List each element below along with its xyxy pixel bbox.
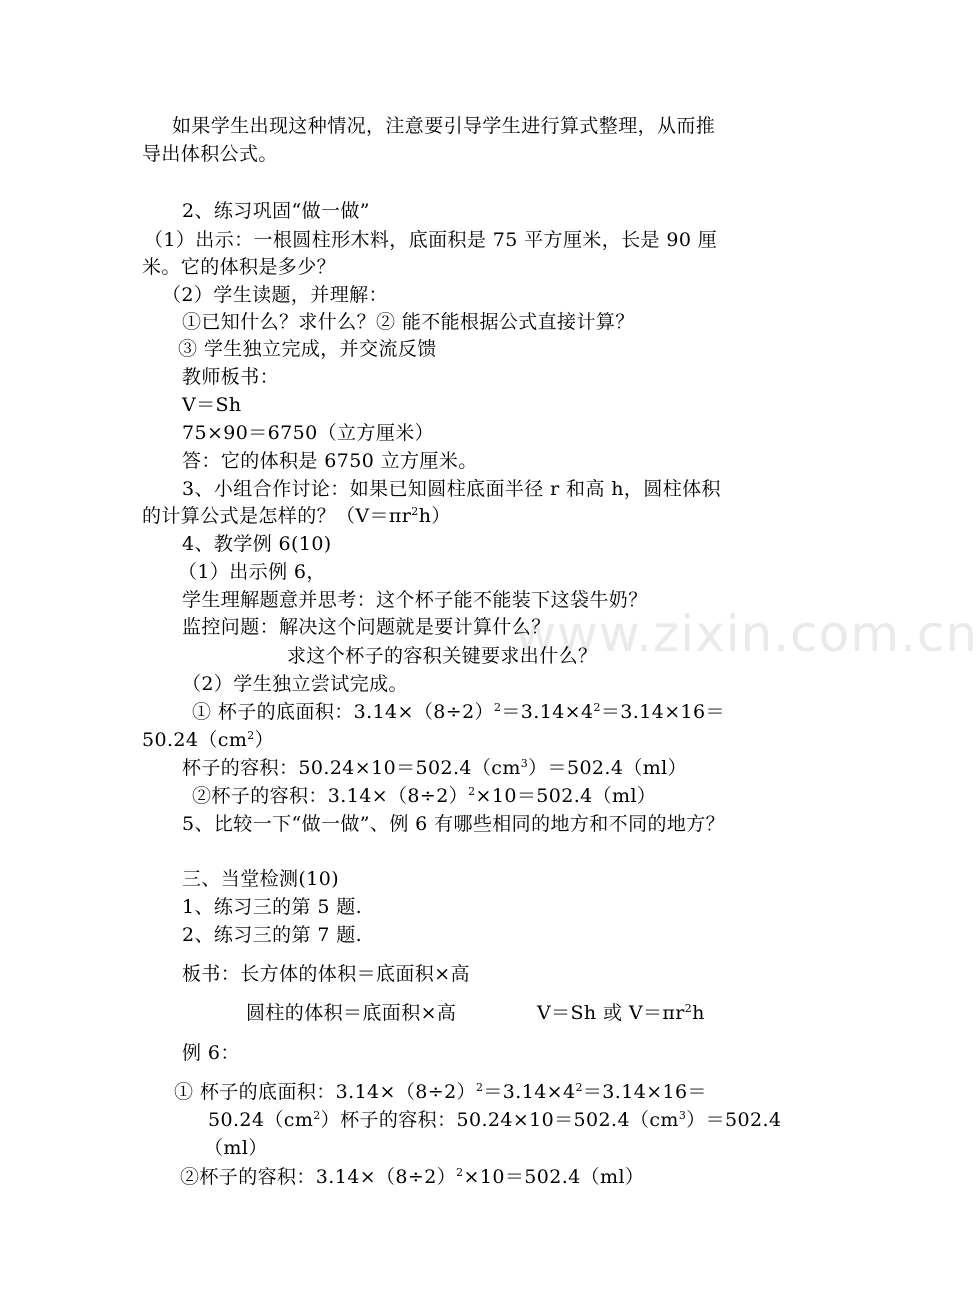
text-line: （2）学生独立尝试完成。 xyxy=(182,673,408,695)
formula-line: $50.24(cm^2)$ xyxy=(142,729,275,751)
watermark: www.zixin.com.cn xyxy=(515,605,978,663)
text-line: 1、练习三的第 5 题. xyxy=(182,896,363,918)
text-line: 求这个杯子的容积关键要求出什么？ xyxy=(287,645,598,667)
board-formula: 圆柱的体积＝底面积×高 xyxy=(246,1002,457,1024)
text-line: 5、比较一下“做一做”、例 6 有哪些相同的地方和不同的地方？ xyxy=(182,813,726,835)
text-line: ①已知什么？求什么？② 能不能根据公式直接计算？ xyxy=(182,311,635,333)
text-line: 导出体积公式。 xyxy=(142,143,278,165)
formula-line: ②杯子的容积：$3.14\times(8\div 2)^2\times 10=502.4(ml)$ xyxy=(192,785,657,807)
text-line: （2）学生读题，并理解： xyxy=(162,284,388,306)
formula-line: 杯子的容积：$50.24\times 10=502.4(cm^3)=502.4(ml)$ xyxy=(182,757,688,779)
text-line: 米。它的体积是多少？ xyxy=(142,256,337,278)
text-line: ③ 学生独立完成，并交流反馈 xyxy=(178,338,437,360)
formula-line: $50.24(cm^2)$杯子的容积：$50.24\times 10=502.4(cm^3)=502.4$ xyxy=(208,1109,782,1131)
text-line: 的计算公式是怎样的？$(V=\pi r^2h)$ xyxy=(142,505,451,527)
text-line: 3、小组合作讨论：如果已知圆柱底面半径 r 和高 h，圆柱体积 xyxy=(182,478,721,500)
text-line: 如果学生出现这种情况，注意要引导学生进行算式整理，从而推 xyxy=(172,115,716,137)
formula-line: ① 杯子的底面积：$3.14\times(8\div 2)^2=3.14\times 4^2=3.14\times 16=$ xyxy=(192,701,725,723)
formula-line: （ml） xyxy=(204,1137,268,1159)
formula-line: V＝Sh xyxy=(182,394,242,416)
board-formula: V＝Sh 或 $V=\pi r^2h$ xyxy=(537,1002,705,1024)
section-heading: 三、当堂检测(10) xyxy=(182,868,340,890)
formula-line: ① 杯子的底面积：$3.14\times(8\div 2)^2=3.14\times 4^2=3.14\times 16=$ xyxy=(174,1081,707,1103)
board-title: 板书：长方体的体积＝底面积×高 xyxy=(182,963,470,985)
text-line: 例 6： xyxy=(182,1042,240,1064)
text-line: （1）出示：一根圆柱形木料，底面积是 75 平方厘米，长是 90 厘 xyxy=(144,229,718,251)
section-heading: 4、教学例 6(10) xyxy=(182,533,332,555)
formula-line: 75×90＝6750（立方厘米） xyxy=(182,422,435,444)
text-line: （1）出示例 6， xyxy=(178,561,326,583)
text-line: 教师板书： xyxy=(182,366,280,388)
text-line: 答：它的体积是 6750 立方厘米。 xyxy=(182,450,478,472)
text-line: 2、练习三的第 7 题. xyxy=(182,924,363,946)
formula-line: ②杯子的容积：$3.14\times(8\div 2)^2\times 10=502.4(ml)$ xyxy=(180,1166,645,1188)
text-line: 学生理解题意并思考：这个杯子能不能装下这袋牛奶？ xyxy=(182,589,648,611)
text-line: 监控问题：解决这个问题就是要计算什么？ xyxy=(182,616,551,638)
section-heading: 2、练习巩固“做一做” xyxy=(182,200,370,222)
